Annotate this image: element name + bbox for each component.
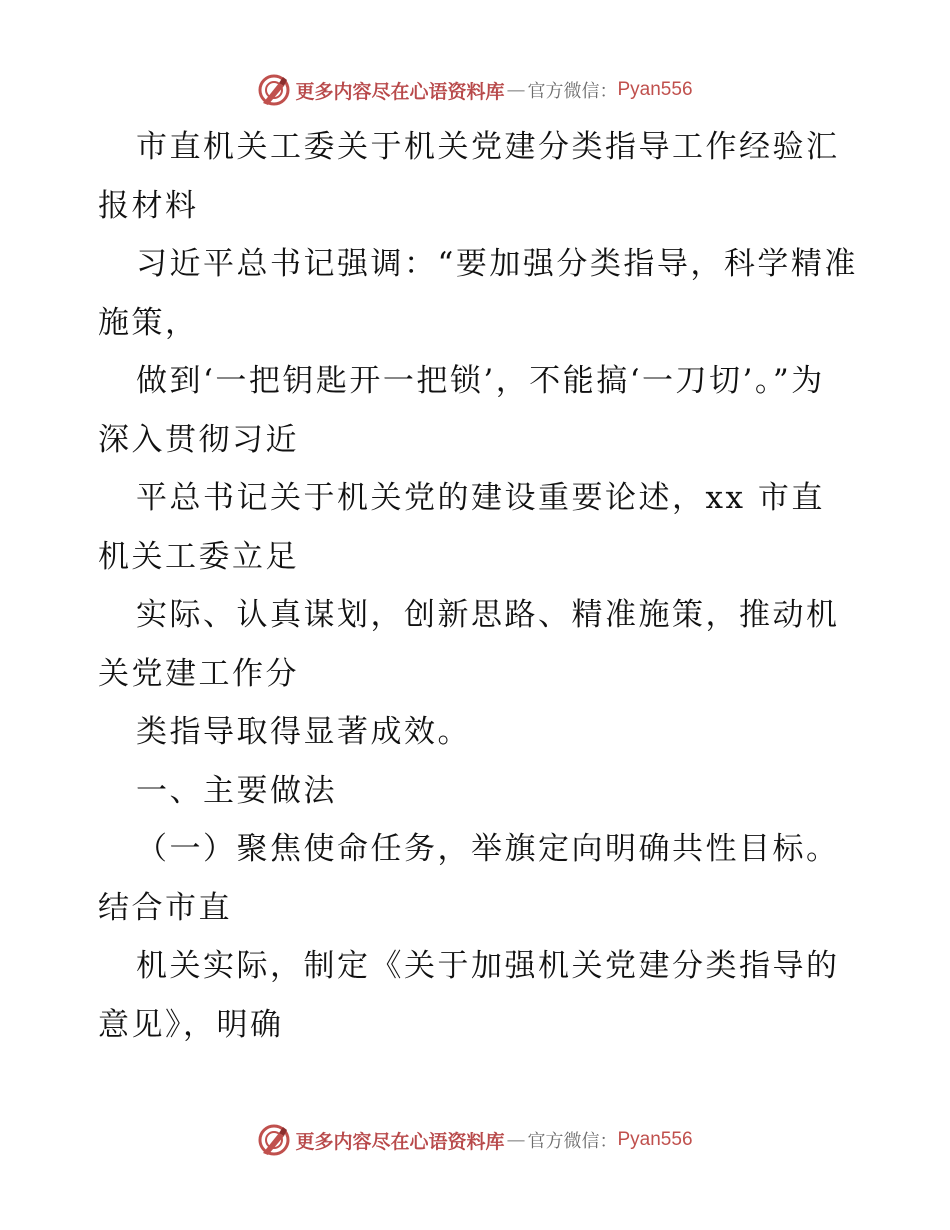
pen-circle-icon xyxy=(257,73,291,107)
paragraph: 实际、认真谋划，创新思路、精准施策，推动机关党建工作分 xyxy=(98,597,840,692)
watermark-label: 官方微信： xyxy=(527,81,618,102)
paragraph: （一）聚焦使命任务，举旗定向明确共性目标。结合市直 xyxy=(98,831,840,926)
pen-circle-icon xyxy=(257,1123,291,1157)
document-body xyxy=(98,118,858,1054)
watermark-brand-text: 更多内容尽在心语资料库 xyxy=(295,80,505,103)
header-watermark xyxy=(0,70,950,110)
watermark-label: 官方微信： xyxy=(527,1131,618,1152)
watermark-separator: — xyxy=(506,79,526,101)
footer-watermark xyxy=(0,1120,950,1160)
paragraph: 习近平总书记强调：“要加强分类指导，科学精准施策， xyxy=(98,246,858,341)
document-title: 市直机关工委关于机关党建分类指导工作经验汇报材料 xyxy=(98,129,840,224)
watermark-wechat-id: Pyan556 xyxy=(617,1129,693,1150)
paragraph: 机关实际，制定《关于加强机关党建分类指导的意见》，明确 xyxy=(98,948,840,1043)
watermark-wechat-id: Pyan556 xyxy=(617,79,693,100)
watermark-brand-text: 更多内容尽在心语资料库 xyxy=(295,1130,505,1153)
paragraph: 平总书记关于机关党的建设重要论述，xx 市直机关工委立足 xyxy=(98,480,825,575)
paragraph: 类指导取得显著成效。 xyxy=(136,714,471,750)
watermark-separator: — xyxy=(506,1129,526,1151)
section-heading: 一、主要做法 xyxy=(136,772,337,809)
paragraph: 做到‘一把钥匙开一把锁’，不能搞‘一刀切’。”为深入贯彻习近 xyxy=(98,363,825,458)
